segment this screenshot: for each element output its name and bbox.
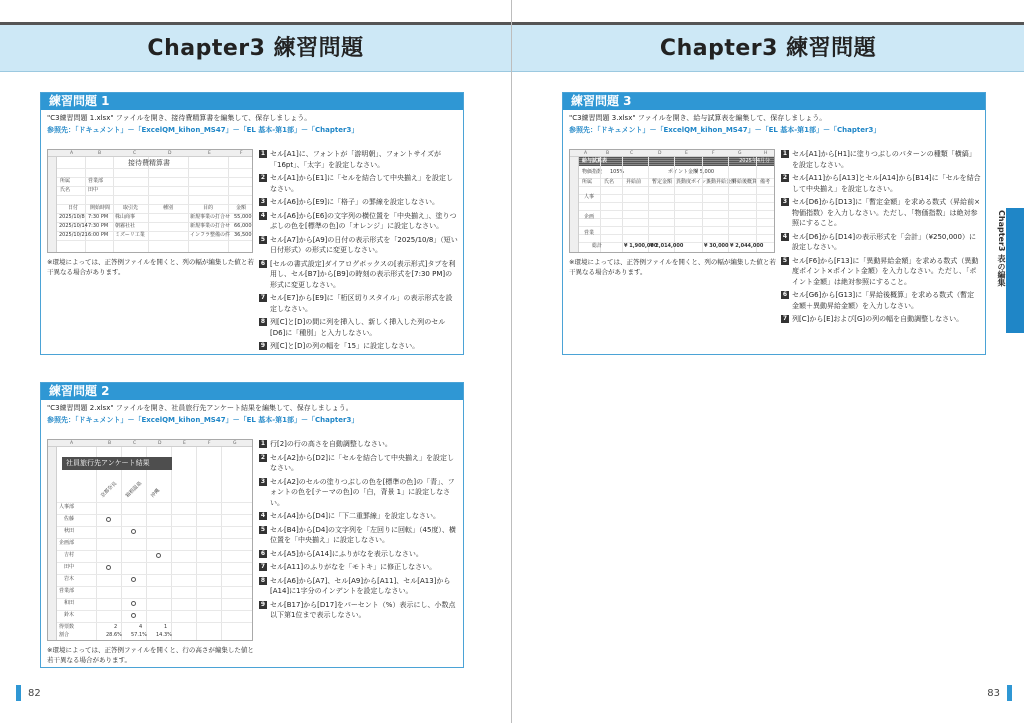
- step-item: [259, 549, 459, 560]
- step-text: 列[C]と[D]の列の幅を「15」に設定しなさい。: [270, 342, 420, 350]
- col-label: B: [108, 441, 112, 446]
- exercise-heading: 練習問題 1: [41, 93, 463, 110]
- total-cell: 1: [164, 624, 168, 630]
- step-number-icon: 1: [260, 440, 266, 447]
- group-cell: 企画: [584, 214, 595, 220]
- step-item: [259, 600, 459, 621]
- col-label: E: [183, 441, 186, 446]
- step-item: [259, 317, 459, 338]
- ratio-label: 割合: [59, 632, 70, 638]
- data-cell: インフラ整備の件: [190, 232, 231, 238]
- step-item: [259, 173, 459, 194]
- header-cell: 昇給前: [626, 179, 642, 185]
- step-number-icon: 5: [260, 235, 266, 243]
- header-cell: 暫定金額: [652, 179, 673, 185]
- header-cell: 異動度ポイント: [676, 179, 712, 185]
- col-label: A: [584, 151, 588, 156]
- diagonal-header: 京都奈良: [99, 480, 119, 499]
- col-label: C: [133, 441, 137, 446]
- group-cell: 営業: [584, 230, 595, 236]
- exercise-reference: 参照先：「ドキュメント」－「ExcelQM_kihon_MS47」－「EL 基本-第1部」－「Chapter3」: [47, 126, 359, 134]
- total-cell: ¥ 1,900,000: [624, 243, 658, 249]
- step-item: [259, 562, 459, 573]
- step-text: セル[D6]から[D13]に「暫定金額」を求める数式（昇給前×物価指数）を入力しなさい。ただし、「物価指数」は絶対参照にすること。: [792, 198, 980, 227]
- step-text: セル[D6]から[D14]の表示形式を「会計」（¥250,000）に設定しなさい。: [792, 232, 976, 251]
- name-cell: 鈴木: [64, 612, 75, 618]
- data-cell: 2025/10/14: [59, 223, 88, 229]
- step-item: [781, 314, 981, 325]
- data-cell: 朝霧社社: [115, 223, 136, 229]
- col-label: H: [764, 151, 768, 156]
- total-label: 総計: [592, 243, 603, 249]
- ratio-cell: 28.6%: [106, 632, 122, 638]
- step-number-icon: 2: [260, 174, 266, 181]
- vote-mark-icon: [131, 613, 136, 618]
- step-number-icon: 6: [260, 259, 266, 267]
- label-cell: 氏名: [60, 187, 71, 193]
- label-cell: 所属: [60, 178, 71, 184]
- data-cell: 株山商事: [115, 214, 136, 220]
- name-cell: 秋田: [64, 528, 75, 534]
- step-text: セル[A6]から[E9]に「格子」の罫線を設定しなさい。: [270, 198, 440, 206]
- step-number-icon: 3: [782, 198, 788, 205]
- header-cell: 種別: [163, 205, 174, 211]
- exercise-heading: 練習問題 3: [563, 93, 985, 110]
- step-text: セル[G6]から[G13]に「昇給後概算」を求める数式（暫定金額＋異動昇給金額）を入力しなさい。: [792, 291, 975, 310]
- data-cell: 55,000: [234, 214, 252, 220]
- step-text: セル[E7]から[E9]に「桁区切りスタイル」の表示形式を設定しなさい。: [270, 294, 453, 313]
- header-cell: 金額: [236, 205, 247, 211]
- col-label: D: [168, 151, 172, 156]
- row-headers: [48, 447, 57, 640]
- step-number-icon: 3: [260, 477, 266, 485]
- column-headers: [570, 150, 774, 157]
- step-item: [259, 511, 459, 522]
- exercise-note: ※環境によっては、正答例ファイルを開くと、列の幅が編集した値と若干異なる場合があります。: [47, 258, 254, 276]
- data-cell: 2025/10/8: [59, 214, 85, 220]
- step-item: [259, 525, 459, 546]
- chapter-side-label: Chapter3 表の編集: [997, 210, 1006, 287]
- value-cell: 営業部: [88, 178, 104, 184]
- col-label: G: [738, 151, 742, 156]
- step-item: [259, 576, 459, 597]
- step-text: セル[A6]から[E6]の文字列の横位置を「中央揃え」、塗りつぶしの色を[標準の色]の「オレンジ」に設定しなさい。: [270, 211, 457, 230]
- column-headers: [48, 440, 252, 447]
- name-cell: 吉村: [64, 552, 75, 558]
- step-number-icon: 6: [782, 291, 788, 298]
- header-cell: 備考: [760, 179, 771, 185]
- col-label: E: [685, 151, 688, 156]
- data-cell: 新規事業の打合せ: [190, 223, 231, 229]
- step-text: セル[A11]のふりがなを「モトキ」に修正しなさい。: [270, 563, 437, 571]
- sheet-title-right: 2025年4月分: [739, 158, 770, 164]
- step-item: [781, 232, 981, 253]
- total-cell: ¥ 2,044,000: [730, 243, 764, 249]
- total-cell: ¥ 30,000: [704, 243, 729, 249]
- exercise-reference: 参照先：「ドキュメント」－「ExcelQM_kihon_MS47」－「EL 基本-第1部」－「Chapter3」: [47, 416, 359, 424]
- step-number-icon: 1: [782, 150, 788, 157]
- step-text: 行[2]の行の高さを自動調整しなさい。: [270, 440, 392, 448]
- data-cell: 6:00 PM: [88, 232, 109, 238]
- vote-mark-icon: [131, 601, 136, 606]
- step-item: [781, 197, 981, 229]
- exercise-1: [40, 92, 464, 355]
- diagonal-header: 沖縄: [149, 487, 162, 499]
- spreadsheet-thumbnail: [569, 149, 775, 253]
- step-list: [259, 439, 459, 624]
- page-number: 83: [987, 688, 1000, 699]
- col-label: F: [712, 151, 715, 156]
- header-cell: 目的: [203, 205, 214, 211]
- col-label: F: [208, 441, 211, 446]
- step-text: セル[A1]から[E1]に「セルを結合して中央揃え」を設定しなさい。: [270, 174, 454, 193]
- data-cell: 新規事業の打合せ: [190, 214, 231, 220]
- step-text: セル[A7]から[A9]の日付の表示形式を「2025/10/8」（短い日付形式）の形式に変更しなさい。: [270, 235, 458, 254]
- step-text: [セルの書式設定]ダイアログボックスの[表示形式]タブを利用し、セル[B7]から[B9]の時刻の表示形式を[7:30 PM]の形式に変更しなさい。: [270, 259, 456, 289]
- step-number-icon: 4: [782, 232, 788, 240]
- col-label: F: [240, 151, 243, 156]
- step-text: セル[A1]に、フォントが「游明朝」、フォントサイズが「16pt」、「太字」を設定しなさい。: [270, 150, 441, 169]
- step-text: 列[C]と[D]の間に列を挿入し、新しく挿入した列のセル[D6]に「種別」と入力しなさい。: [270, 318, 446, 337]
- value-cell: ¥ 5,000: [695, 169, 715, 175]
- sheet-title: 接待費精算書: [128, 159, 170, 167]
- step-item: [781, 173, 981, 194]
- chapter-side-tab: [1006, 208, 1024, 333]
- header-cell: 取引先: [123, 205, 139, 211]
- step-item: [259, 453, 459, 474]
- vote-mark-icon: [131, 529, 136, 534]
- vote-mark-icon: [156, 553, 161, 558]
- exercise-intro: "C3練習問題 2.xlsx" ファイルを開き、社員旅行先アンケート結果を編集して、保存しましょう。: [47, 404, 353, 412]
- step-text: 列[C]から[E]および[G]の列の幅を自動調整しなさい。: [792, 315, 964, 323]
- spreadsheet-thumbnail: [47, 149, 253, 253]
- step-text: セル[A11]から[A13]とセル[A14]から[B14]に「セルを結合して中央揃え」を設定しなさい。: [792, 174, 981, 193]
- data-cell: 7:30 PM: [88, 214, 109, 220]
- step-item: [781, 290, 981, 311]
- name-cell: 岩木: [64, 576, 75, 582]
- footer-accent: [1007, 685, 1012, 701]
- step-number-icon: 1: [260, 150, 266, 157]
- exercise-3: [562, 92, 986, 355]
- step-number-icon: 8: [260, 318, 266, 325]
- exercise-reference: 参照先：「ドキュメント」－「ExcelQM_kihon_MS47」－「EL 基本-第1部」－「Chapter3」: [569, 126, 881, 134]
- step-item: [259, 149, 459, 170]
- header-cell: 開始時間: [90, 205, 111, 211]
- step-text: セル[A5]から[A14]にふりがなを表示しなさい。: [270, 549, 423, 558]
- step-number-icon: 9: [260, 342, 266, 349]
- exercise-heading: 練習問題 2: [41, 383, 463, 400]
- data-cell: 66,000: [234, 223, 252, 229]
- step-item: [259, 197, 459, 208]
- col-label: A: [70, 441, 74, 446]
- step-text: セル[A1]から[H1]に塗りつぶしのパターンの種類「横縞」を設定しなさい。: [792, 150, 976, 169]
- total-cell: ¥ 2,014,000: [650, 243, 684, 249]
- total-cell: 2: [114, 624, 118, 630]
- name-cell: 人事部: [59, 504, 75, 510]
- step-number-icon: 2: [260, 453, 266, 461]
- header-band: [0, 25, 511, 72]
- step-text: セル[A2]のセルの塗りつぶしの色を[標準の色]の「青」、フォントの色を[テーマの色]の「白，背景 1」に設定しなさい。: [270, 477, 455, 507]
- diagonal-header: 箱根温泉: [124, 480, 144, 499]
- header-cell: 昇給後概算: [732, 179, 758, 185]
- value-cell: 105%: [610, 169, 625, 175]
- ratio-cell: 14.3%: [156, 632, 172, 638]
- step-number-icon: 3: [260, 198, 266, 205]
- col-label: A: [70, 151, 74, 156]
- step-number-icon: 2: [782, 174, 788, 181]
- step-text: セル[A2]から[D2]に「セルを結合して中央揃え」を設定しなさい。: [270, 453, 455, 472]
- step-item: [259, 235, 459, 256]
- header-cell: 異動昇給金額: [706, 179, 737, 185]
- step-list: [259, 149, 459, 355]
- step-number-icon: 8: [260, 576, 266, 584]
- page-title: Chapter3 練習問題: [659, 36, 877, 61]
- step-number-icon: 5: [260, 525, 266, 533]
- step-text: セル[B4]から[D4]の文字列を「左回りに回転」（45度）、横位置を「中央揃え」に設定しなさい。: [270, 525, 456, 544]
- header-cell: 氏名: [604, 179, 615, 185]
- step-text: セル[A6]から[A7]、セル[A9]から[A11]、セル[A13]から[A14]に1字分のインデントを設定しなさい。: [270, 576, 451, 595]
- step-text: セル[F6]から[F13]に「異動昇給金額」を求める数式（異動度ポイント×ポイント金額）を入力しなさい。ただし、「ポイント金額」は絶対参照にすること。: [792, 256, 979, 286]
- exercise-note: ※環境によっては、正答例ファイルを開くと、列の幅が編集した値と若干異なる場合があります。: [569, 258, 776, 276]
- ratio-cell: 57.1%: [131, 632, 147, 638]
- step-item: [259, 211, 459, 232]
- step-item: [259, 293, 459, 314]
- step-item: [259, 477, 459, 509]
- totals-label: 得票数: [59, 624, 75, 630]
- step-number-icon: 6: [260, 549, 266, 557]
- step-number-icon: 7: [260, 294, 266, 301]
- name-cell: 企画部: [59, 540, 75, 546]
- row-headers: [48, 157, 57, 252]
- data-cell: 36,500: [234, 232, 252, 238]
- step-item: [781, 256, 981, 288]
- step-number-icon: 4: [260, 211, 266, 219]
- page-number: 82: [28, 688, 41, 699]
- col-label: E: [208, 151, 211, 156]
- vote-mark-icon: [131, 577, 136, 582]
- step-text: セル[B17]から[D17]をパーセント（%）表示にし、小数点以下第1位まで表示しなさい。: [270, 600, 456, 619]
- label-cell: 物価指数: [582, 169, 603, 175]
- exercise-note: ※環境によっては、正答例ファイルを開くと、行の高さが編集した値と若干異なる場合があります。: [47, 646, 254, 664]
- label-cell: ポイント金額: [668, 169, 699, 175]
- total-cell: 4: [139, 624, 143, 630]
- name-cell: 田中: [64, 564, 75, 570]
- footer-accent: [16, 685, 21, 701]
- col-label: G: [233, 441, 237, 446]
- spreadsheet-thumbnail: [47, 439, 253, 641]
- header-cell: 日付: [68, 205, 79, 211]
- group-cell: 人事: [584, 194, 595, 200]
- step-number-icon: 7: [782, 315, 788, 322]
- data-cell: ミズーリ工業: [115, 232, 145, 238]
- exercise-intro: "C3練習問題 1.xlsx" ファイルを開き、接待費精算書を編集して、保存しましょう。: [47, 114, 312, 122]
- name-cell: 営業部: [59, 588, 75, 594]
- step-item: [781, 149, 981, 170]
- vote-mark-icon: [106, 517, 111, 522]
- name-cell: 佐藤: [64, 516, 75, 522]
- col-label: C: [630, 151, 634, 156]
- sheet-title: 給与試算表: [582, 158, 608, 164]
- exercise-intro: "C3練習問題 3.xlsx" ファイルを開き、給与試算表を編集して、保存しましょう。: [569, 114, 827, 122]
- step-number-icon: 7: [260, 563, 266, 570]
- row-headers: [570, 157, 579, 252]
- vote-mark-icon: [106, 565, 111, 570]
- exercise-2: [40, 382, 464, 668]
- header-cell: 所属: [582, 179, 593, 185]
- data-cell: 2025/10/21: [59, 232, 88, 238]
- value-cell: 田中: [88, 187, 99, 193]
- step-item: [259, 439, 459, 450]
- step-number-icon: 5: [782, 256, 788, 264]
- step-number-icon: 9: [260, 600, 266, 608]
- data-cell: 7:30 PM: [88, 223, 109, 229]
- step-item: [259, 259, 459, 291]
- step-item: [259, 341, 459, 352]
- page-title: Chapter3 練習問題: [147, 36, 364, 61]
- step-number-icon: 4: [260, 512, 266, 519]
- survey-banner: 社員旅行先アンケート結果: [62, 457, 172, 470]
- col-label: D: [658, 151, 662, 156]
- col-label: B: [98, 151, 102, 156]
- column-headers: [48, 150, 252, 157]
- right-page: [512, 0, 1024, 723]
- step-text: セル[A4]から[D4]に「下二重罫線」を設定しなさい。: [270, 512, 441, 520]
- col-label: C: [133, 151, 137, 156]
- step-list: [781, 149, 981, 328]
- col-label: D: [158, 441, 162, 446]
- col-label: B: [606, 151, 610, 156]
- name-cell: 和田: [64, 600, 75, 606]
- header-band: [512, 25, 1024, 72]
